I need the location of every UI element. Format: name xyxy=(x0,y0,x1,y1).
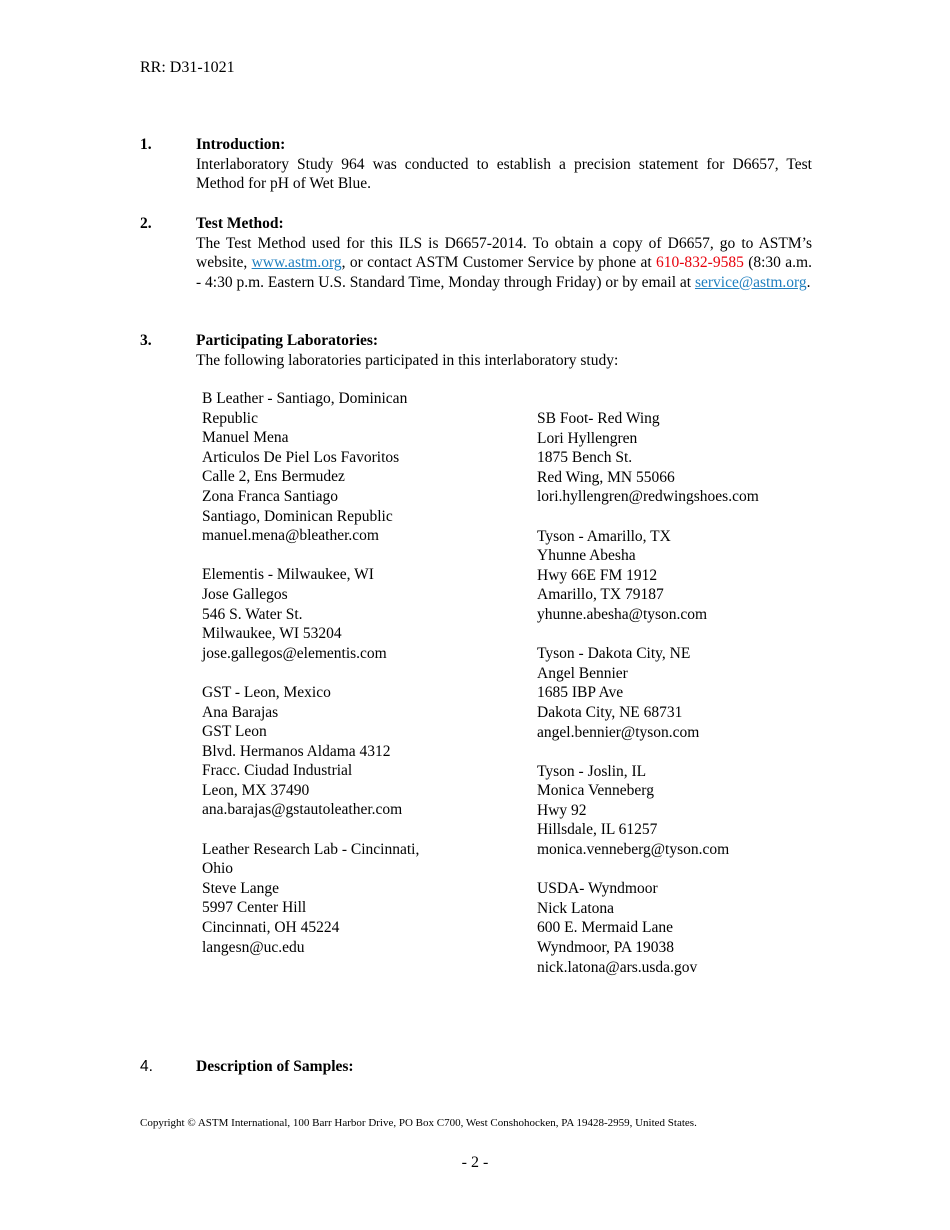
laboratory-line: Articulos De Piel Los Favoritos xyxy=(202,448,400,466)
laboratory-entry xyxy=(537,879,759,977)
laboratory-line: Ohio xyxy=(202,860,233,878)
laboratory-email: manuel.mena@bleather.com xyxy=(202,527,379,545)
laboratory-line: Steve Lange xyxy=(202,879,280,897)
page-number: - 2 - xyxy=(461,1154,489,1171)
section-test-method xyxy=(140,214,812,292)
laboratory-line: SB Foot- Red Wing xyxy=(537,410,660,427)
laboratory-line: 546 S. Water St. xyxy=(202,605,303,623)
laboratory-email: lori.hyllengren@redwingshoes.com xyxy=(537,488,759,506)
laboratory-email: ana.barajas@gstautoleather.com xyxy=(202,801,403,819)
section-number: 1. xyxy=(140,136,152,153)
laboratory-line: Cincinnati, OH 45224 xyxy=(202,919,340,937)
laboratory-line: B Leather - Santiago, Dominican xyxy=(202,390,408,407)
section-heading: Test Method: xyxy=(196,215,284,232)
laboratory-line: USDA- Wyndmoor xyxy=(537,880,658,898)
laboratory-line: Blvd. Hermanos Aldama 4312 xyxy=(202,742,391,760)
phone-number: 610-832-9585 xyxy=(656,254,744,271)
laboratory-line: Fracc. Ciudad Industrial xyxy=(202,762,353,780)
laboratory-entry xyxy=(537,762,759,860)
laboratory-line: Tyson - Joslin, IL xyxy=(537,762,647,780)
laboratory-line: Dakota City, NE 68731 xyxy=(537,703,683,721)
laboratory-line: Amarillo, TX 79187 xyxy=(537,586,664,604)
report-id-header: RR: D31-1021 xyxy=(140,59,235,76)
section-number: 2. xyxy=(140,215,152,232)
laboratory-entry xyxy=(202,565,419,663)
laboratory-line: Santiago, Dominican Republic xyxy=(202,507,393,525)
laboratory-line: Tyson - Amarillo, TX xyxy=(537,527,671,545)
laboratory-line: 1685 IBP Ave xyxy=(537,684,624,702)
laboratory-line: Hwy 66E FM 1912 xyxy=(537,566,658,584)
section-paragraph: Interlaboratory Study 964 was conducted to establish a precision statement for D6657, Test Method for pH of Wet Blue. xyxy=(196,155,812,192)
section-paragraph xyxy=(196,234,812,293)
laboratory-entry xyxy=(537,409,759,507)
laboratory-entry xyxy=(537,527,759,625)
laboratory-line: GST - Leon, Mexico xyxy=(202,683,331,701)
laboratory-line: Calle 2, Ens Bermudez xyxy=(202,468,345,486)
laboratory-line: Angel Bennier xyxy=(537,664,628,682)
section-description-of-samples xyxy=(140,1057,812,1077)
laboratory-line: Yhunne Abesha xyxy=(537,547,636,565)
laboratory-email: monica.venneberg@tyson.com xyxy=(537,841,730,859)
paragraph-text: The Test Method used for this ILS is D6657-2014. To obtain a copy of D6657, go to ASTM’s website, xyxy=(196,234,812,271)
laboratory-line: GST Leon xyxy=(202,723,267,741)
laboratory-line: Tyson - Dakota City, NE xyxy=(537,645,691,663)
laboratory-line: 5997 Center Hill xyxy=(202,899,307,917)
laboratory-list-right xyxy=(537,409,759,997)
section-heading: Description of Samples: xyxy=(196,1058,354,1075)
section-heading: Introduction: xyxy=(196,136,286,153)
laboratory-line: Milwaukee, WI 53204 xyxy=(202,625,342,643)
laboratory-email: nick.latona@ars.usda.gov xyxy=(537,958,698,976)
section-participating-laboratories xyxy=(140,331,812,370)
laboratory-email: yhunne.abesha@tyson.com xyxy=(537,605,708,623)
laboratory-line: Lori Hyllengren xyxy=(537,429,638,447)
laboratory-line: Manuel Mena xyxy=(202,429,289,447)
astm-email-link[interactable]: service@astm.org xyxy=(694,273,807,291)
section-heading: Participating Laboratories: xyxy=(196,332,379,349)
laboratory-line: Monica Venneberg xyxy=(537,782,654,800)
laboratory-line: Ana Barajas xyxy=(202,703,279,721)
laboratory-line: Hwy 92 xyxy=(537,801,587,819)
laboratory-line: Jose Gallegos xyxy=(202,585,288,603)
section-paragraph: The following laboratories participated in this interlaboratory study: xyxy=(196,351,619,369)
laboratory-email: angel.bennier@tyson.com xyxy=(537,723,700,741)
paragraph-text: , or contact ASTM Customer Service by phone at xyxy=(341,254,657,271)
laboratory-line: Leon, MX 37490 xyxy=(202,781,310,799)
section-number: 3. xyxy=(140,332,152,349)
laboratory-line: Republic xyxy=(202,409,258,427)
laboratory-line: Red Wing, MN 55066 xyxy=(537,468,675,486)
laboratory-line: 1875 Bench St. xyxy=(537,449,633,467)
laboratory-entry xyxy=(202,683,419,820)
astm-website-link[interactable]: www.astm.org xyxy=(251,254,342,271)
laboratory-email: jose.gallegos@elementis.com xyxy=(202,644,387,662)
laboratory-entry xyxy=(202,840,419,958)
laboratory-email: langesn@uc.edu xyxy=(202,938,305,956)
laboratory-entry xyxy=(202,389,419,546)
paragraph-text: (8:30 a.m. - 4:30 p.m. Eastern U.S. Standard Time, Monday through Friday) or by email at xyxy=(196,254,812,291)
laboratory-line: Hillsdale, IL 61257 xyxy=(537,821,658,839)
laboratory-line: Nick Latona xyxy=(537,899,615,917)
laboratory-list-left xyxy=(202,389,419,977)
laboratory-line: Elementis - Milwaukee, WI xyxy=(202,566,374,584)
section-number: 4. xyxy=(140,1058,153,1075)
laboratory-line: Leather Research Lab - Cincinnati, xyxy=(202,840,420,858)
laboratory-entry xyxy=(537,644,759,742)
section-introduction xyxy=(140,135,812,194)
paragraph-text: . xyxy=(806,273,811,291)
laboratory-line: Zona Franca Santiago xyxy=(202,487,339,505)
laboratory-line: Wyndmoor, PA 19038 xyxy=(537,939,674,957)
copyright-footer: Copyright © ASTM International, 100 Barr Harbor Drive, PO Box C700, West Conshohocken, PA 19428-2959, United States. xyxy=(140,1117,697,1129)
laboratory-line: 600 E. Mermaid Lane xyxy=(537,919,674,937)
